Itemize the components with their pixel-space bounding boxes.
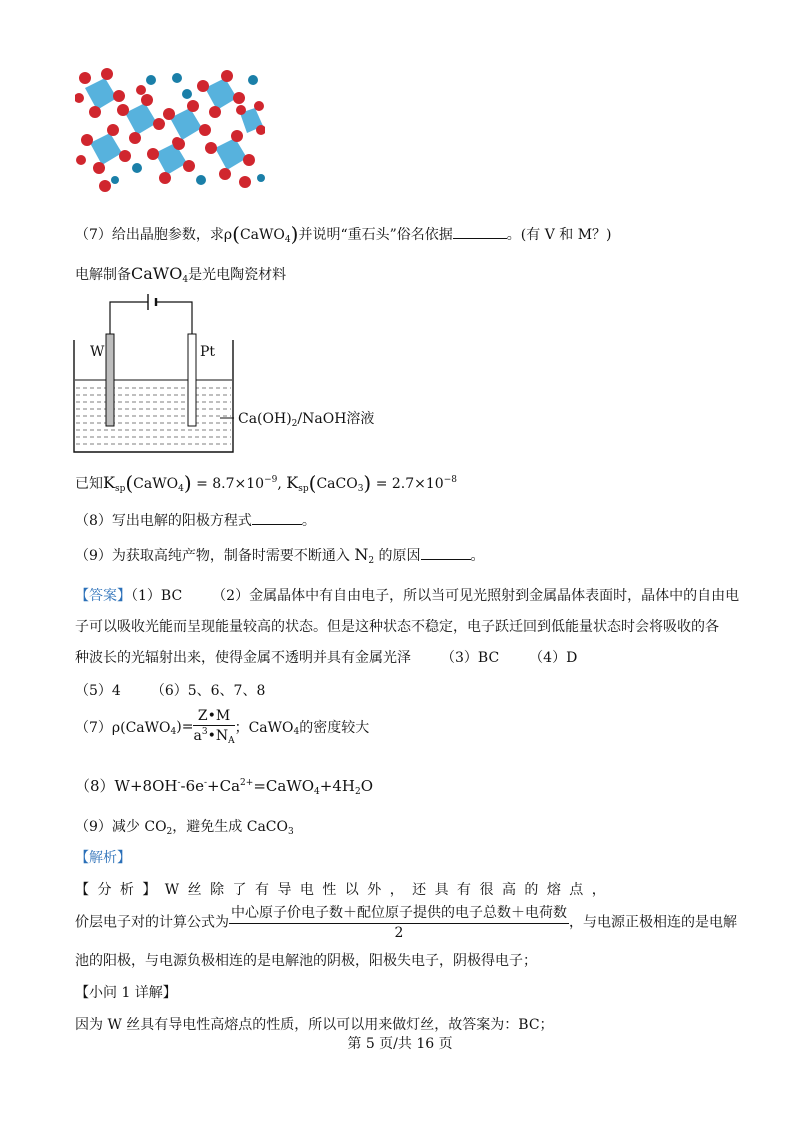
page-footer: 第 5 页/共 16 页 (347, 1036, 453, 1052)
electrolytic-cell-svg (70, 292, 390, 462)
answer-line-2: 子可以吸收光能而呈现能量较高的状态。但是这种状态不稳定，电子跃迁回到低能量状态时会将吸收的各 (75, 619, 719, 635)
analysis-line-5: 因为 W 丝具有导电性高熔点的性质，所以可以用来做灯丝，故答案为：BC； (75, 1017, 554, 1033)
electrolysis-intro: 电解制备CaWO$_4$是光电陶瓷材料 (75, 264, 287, 285)
answer-8: $(8)W+8OH^--6e^-+Ca^{2+}=CaWO_4+4H_2O$ (75, 777, 374, 797)
ksp-values: 已知$K_{sp}(CaWO_4) = 8.7\times 10^{-9}$, $K_{sp}(CaCO_3) = 2.7\times 10^{-8}$ (75, 471, 457, 495)
answer-blank[interactable] (453, 228, 507, 239)
answer-line-4: （5）4 （6）5、6、7、8 (75, 683, 266, 699)
electrode-w-label: W (90, 344, 105, 360)
electrode-pt-label: Pt (200, 344, 216, 360)
subquestion-1-tag: 【小问 1 详解】 (75, 985, 177, 1001)
answer-line-1: 【答案】（1）BC （2）金属晶体中有自由电子，所以当可见光照射到金属晶体表面时，晶体中的自由电 (75, 588, 740, 604)
electrolysis-diagram (70, 292, 390, 462)
answer-9: （9）减少 $CO_2$，避免生成 CaCO$_3$ (75, 819, 294, 837)
answer-tag: 【答案】 (75, 588, 131, 604)
analysis-fenxi: 【 分 析 】 W 丝 除 了 有 导 电 性 以 外 ， 还 具 有 很 高 的 熔 点 ， (75, 882, 606, 898)
question-9: （9）为获取高纯产物，制备时需要不断通入 $N_2$ 的原因 。 (75, 545, 485, 566)
answer-blank[interactable] (421, 549, 471, 560)
vsepr-fraction: $\frac{\text{中心原子价电子数＋配位原子提供的电子总数＋电荷数}}{2}$ (229, 902, 569, 941)
answer-7: （7）ρ(CaWO$_4$)= $\frac{Z•M}{a^3•N_A}$ ；CaWO$_4$的密度较大 (75, 708, 370, 746)
crystal-structure-image (75, 68, 265, 193)
question-7: （7）给出晶胞参数，求ρ(CaWO$_4$)并说明“重石头”俗名依据 。(有 V 和 M？) (75, 222, 612, 246)
analysis-formula-line: 价层电子对的计算公式为 $\frac{\text{中心原子价电子数＋配位原子提供的电子总数＋电荷数}}{2}$ ，与电源正极相连的是电解 (75, 902, 737, 941)
solution-label: $Ca(OH)_2$/NaOH溶液 (238, 411, 375, 429)
answer-blank[interactable] (252, 514, 302, 525)
answer-line-3: 种波长的光辐射出来，使得金属不透明并具有金属光泽 （3）BC （4）D (75, 650, 578, 666)
analysis-line-3: 池的阳极，与电源负极相连的是电解池的阴极，阳极失电子，阴极得电子； (75, 953, 537, 969)
analysis-tag: 【解析】 (75, 850, 131, 866)
density-fraction: $\frac{Z•M}{a^3•N_A}$ (193, 708, 235, 746)
question-8: （8）写出电解的阳极方程式 。 (75, 513, 316, 529)
